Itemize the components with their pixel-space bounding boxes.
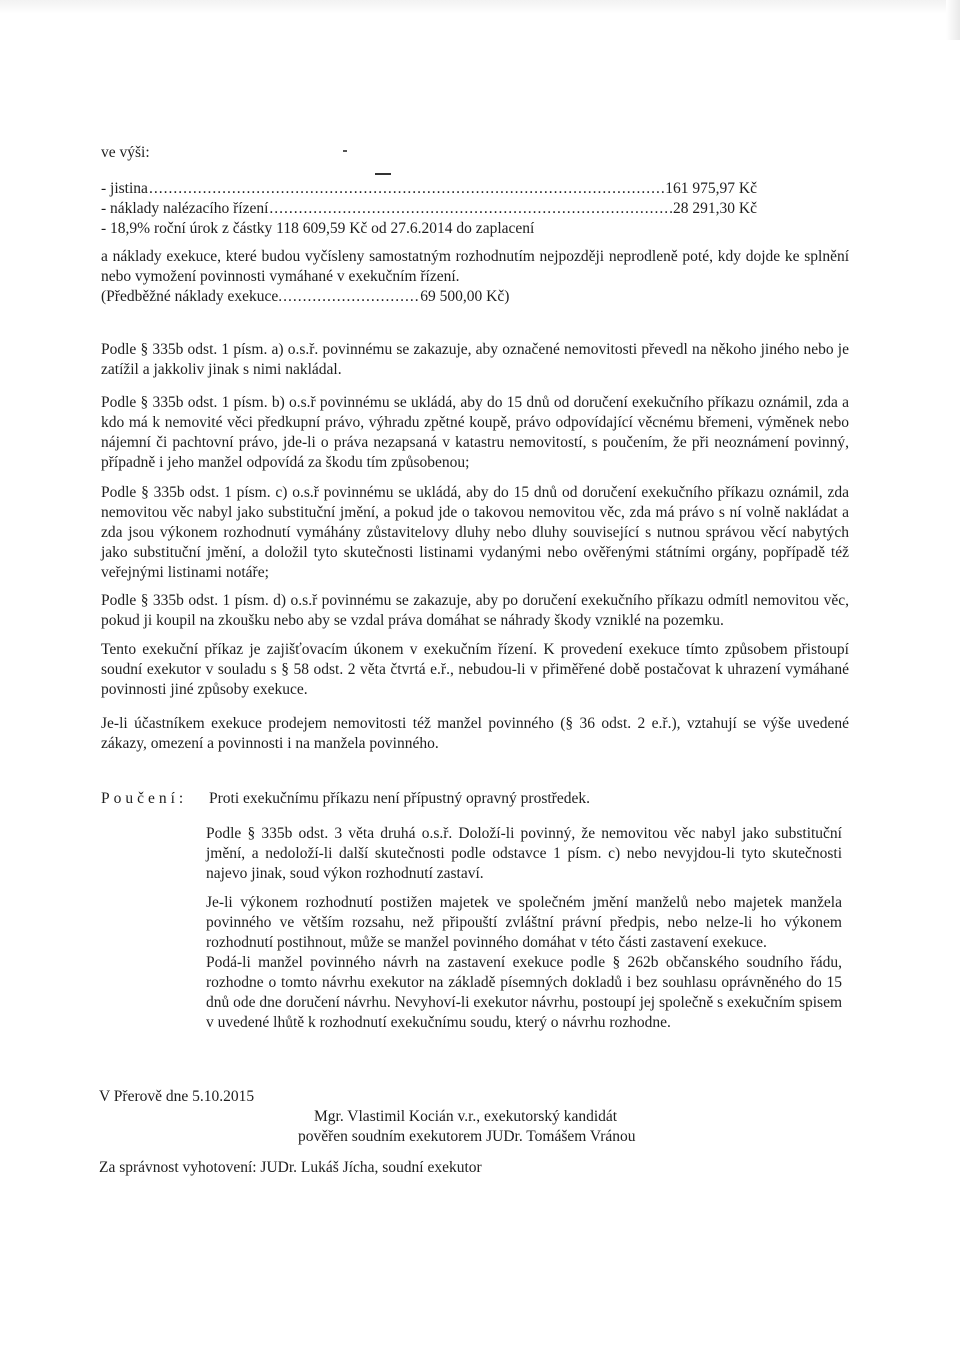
claim-label: - jistina bbox=[101, 180, 148, 197]
pouceni-label: Poučení: bbox=[101, 790, 188, 807]
claim-amount: 28 291,30 Kč bbox=[673, 200, 757, 217]
paragraph: Podle § 335b odst. 1 písm. a) o.s.ř. povinnému se zakazuje, aby označené nemovitosti převedl na někoho jiného nebo je zatížil a jakkoliv jinak s nimi nakládal. bbox=[101, 341, 849, 378]
claims-list bbox=[101, 179, 757, 239]
intro-text: ve výši: bbox=[101, 144, 150, 161]
signature-name: Mgr. Vlastimil Kocián v.r., exekutorský kandidát bbox=[314, 1108, 618, 1125]
paragraph: Tento exekuční příkaz je zajišťovacím úkonem v exekučním řízení. K provedení exekuce tímto způsobem přistoupí soudní exekutor v souladu s § 58 odst. 2 věta čtvrtá e.ř., nebudou-li v přiměřené době postačovat k uhrazení vymáhané povinnosti jiné způsoby exekuce. bbox=[101, 641, 849, 698]
paragraph: Podle § 335b odst. 1 písm. b) o.s.ř povinnému se ukládá, aby do 15 dnů od doručení exekučního příkazu oznámil, zda a kdo má k nemovité věci předkupní právo, výhradu zpětné koupě, právo odpovídající věcnému břemeni, výměnek nebo nájemní či pachtovní právo, jde-li o práva nezapsaná v katastru nemovitostí, s poučením, že při neoznámení povinný, případně i jeho manžel odpovídá za škodu tím způsobenou; bbox=[101, 394, 849, 471]
leader-dots bbox=[278, 287, 420, 307]
scan-artifact-top bbox=[0, 0, 960, 14]
leader-dots bbox=[269, 199, 672, 219]
prelim-costs bbox=[101, 287, 701, 307]
leader-dots bbox=[149, 179, 664, 199]
pouceni-text: Je-li výkonem rozhodnutí postižen majetek ve společném jmění manželů nebo majetek manžela povinného ve větším rozsahu, než připouští zvláštní právní předpis, nebo nelze-li ho výkonem rozhodnutí postihnout, může se manžel povinného domáhat v této části zastavení exekuce. bbox=[206, 894, 842, 951]
interest-line: - 18,9% roční úrok z částky 118 609,59 Kč od 27.6.2014 do zaplacení bbox=[101, 220, 535, 237]
claim-amount: 161 975,97 Kč bbox=[665, 180, 757, 197]
signature-block bbox=[298, 1107, 734, 1147]
prelim-costs-label: (Předběžné náklady exekuce bbox=[101, 288, 279, 305]
pouceni-text: Podle § 335b odst. 3 věta druhá o.s.ř. Doloží-li povinný, že nemovitou věc nabyl jako substituční jmění, a nedoloží-li další skutečnosti podle odstavce 1 písm. c) nebo nevyjdou-li tyto skutečnosti najevo jinak, soud výkon rozhodnutí zastaví. bbox=[206, 825, 842, 882]
claim-row bbox=[101, 179, 757, 199]
pouceni-text: Podá-li manžel povinného návrh na zastavení exekuce podle § 262b občanského soudního řádu, rozhodne o tomto návrhu exekutor na základě písemných dokladů i bez souhlasu oprávněného do 15 dnů ode dne doručení návrhu. Nevyhoví-li exekutor návrhu, postoupí jej společně s exekučním spisem v uvedené lhůtě k rozhodnutí exekučnímu soudu, který o návrhu rozhodne. bbox=[206, 954, 842, 1031]
signature-authority: pověřen soudním exekutorem JUDr. Tomášem Vránou bbox=[298, 1128, 636, 1145]
prelim-costs-amount: 69 500,00 Kč) bbox=[420, 288, 510, 305]
paragraph: Podle § 335b odst. 1 písm. d) o.s.ř povinnému se zakazuje, aby po doručení exekučního příkazu odmítl nemovitou věc, pokud ji koupil na zkoušku nebo aby se vzdal práva domáhat se náhrady škody vzniklé na pozemku. bbox=[101, 592, 849, 629]
paragraph: Je-li účastníkem exekuce prodejem nemovitosti též manžel povinného (§ 36 odst. 2 e.ř.), vztahují se výše uvedené zákazy, omezení a povinnosti i na manžela povinného. bbox=[101, 715, 849, 752]
pouceni-text: Proti exekučnímu příkazu není přípustný opravný prostředek. bbox=[209, 790, 590, 807]
stray-mark bbox=[343, 150, 347, 152]
certification-footer: Za správnost vyhotovení: JUDr. Lukáš Jícha, soudní exekutor bbox=[99, 1159, 482, 1176]
claim-row bbox=[101, 199, 757, 219]
place-date: V Přerově dne 5.10.2015 bbox=[99, 1088, 255, 1105]
costs-paragraph: a náklady exekuce, které budou vyčísleny samostatným rozhodnutím nejpozději neprodleně poté, kdy dojde ke splnění nebo vymožení povinnosti vymáhané v exekučním řízení. bbox=[101, 248, 849, 285]
stray-mark bbox=[375, 173, 391, 175]
claim-label: - náklady nalézacího řízení bbox=[101, 200, 269, 217]
scan-artifact-corner bbox=[946, 0, 960, 40]
paragraph: Podle § 335b odst. 1 písm. c) o.s.ř povinnému se ukládá, aby do 15 dnů od doručení exekučního příkazu oznámil, zda nemovitou věc nabyl jako substituční jmění, a pokud jde o takovou nemovitou věc, zda má právo s ní volně nakládat a zda jsou výkonem rozhodnutí vymáhány zůstavitelovy dluhy nebo dluhy související s nutnou správou věcí nabytých jako substituční jmění, a doložil tyto skutečnosti listinami vydanými nebo ověřenými státními orgány, popřípadě též veřejnými listinami notáře; bbox=[101, 484, 849, 581]
